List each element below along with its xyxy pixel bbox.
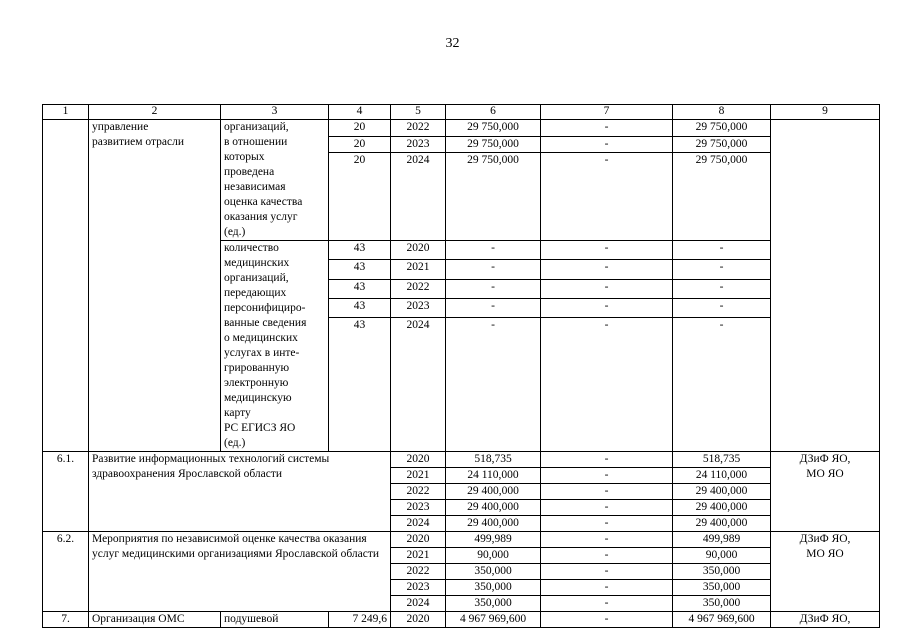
total-cell: 350,000: [446, 564, 541, 580]
indicator-value: 20: [329, 153, 391, 241]
total-cell: -: [446, 241, 541, 260]
executor-cell: [771, 120, 880, 452]
federal-cell: -: [541, 484, 673, 500]
column-header: 1: [43, 105, 89, 120]
year-cell: 2020: [391, 452, 446, 468]
total-cell: 29 750,000: [446, 120, 541, 137]
regional-cell: 29 750,000: [673, 136, 771, 153]
total-cell: 499,989: [446, 532, 541, 548]
section-number: 6.1.: [43, 452, 89, 532]
total-cell: 29 400,000: [446, 484, 541, 500]
federal-cell: -: [541, 241, 673, 260]
regional-cell: 29 750,000: [673, 153, 771, 241]
table-row: [43, 120, 880, 137]
indicator-value: 43: [329, 318, 391, 452]
federal-cell: -: [541, 516, 673, 532]
year-cell: 2022: [391, 120, 446, 137]
regional-cell: 499,989: [673, 532, 771, 548]
section-title: Развитие информационных технологий системы здравоохранения Ярославской области: [89, 452, 391, 532]
year-cell: 2024: [391, 318, 446, 452]
page-number: 32: [445, 36, 460, 51]
table-header-row: [43, 105, 880, 120]
regional-cell: 350,000: [673, 580, 771, 596]
federal-cell: -: [541, 298, 673, 317]
federal-cell: -: [541, 279, 673, 298]
federal-cell: -: [541, 452, 673, 468]
regional-cell: -: [673, 318, 771, 452]
total-cell: 29 750,000: [446, 136, 541, 153]
total-cell: 350,000: [446, 596, 541, 612]
column-header: 5: [391, 105, 446, 120]
indicator-value: 43: [329, 260, 391, 279]
section-number: 7.: [43, 612, 89, 628]
regional-cell: 29 400,000: [673, 500, 771, 516]
federal-cell: -: [541, 260, 673, 279]
regional-cell: 350,000: [673, 596, 771, 612]
federal-cell: -: [541, 548, 673, 564]
year-cell: 2023: [391, 136, 446, 153]
column-header: 7: [541, 105, 673, 120]
column-header: 8: [673, 105, 771, 120]
regional-cell: 24 110,000: [673, 468, 771, 484]
federal-cell: -: [541, 612, 673, 628]
regional-cell: 29 750,000: [673, 120, 771, 137]
year-cell: 2020: [391, 612, 446, 628]
indicator-value: 43: [329, 279, 391, 298]
total-cell: 4 967 969,600: [446, 612, 541, 628]
federal-cell: -: [541, 120, 673, 137]
year-cell: 2021: [391, 548, 446, 564]
regional-cell: 350,000: [673, 564, 771, 580]
column-header: 4: [329, 105, 391, 120]
table-row: [43, 452, 880, 468]
regional-cell: 29 400,000: [673, 516, 771, 532]
total-cell: 29 400,000: [446, 500, 541, 516]
federal-cell: -: [541, 136, 673, 153]
total-cell: 29 400,000: [446, 516, 541, 532]
total-cell: 29 750,000: [446, 153, 541, 241]
column-header: 6: [446, 105, 541, 120]
total-cell: 350,000: [446, 580, 541, 596]
budget-table: [42, 104, 880, 628]
total-cell: -: [446, 318, 541, 452]
executor-cell: ДЗиФ ЯО, МО ЯО: [771, 532, 880, 612]
indicator-name: подушевой: [221, 612, 329, 628]
indicator-value: 43: [329, 298, 391, 317]
column-header: 3: [221, 105, 329, 120]
year-cell: 2022: [391, 564, 446, 580]
federal-cell: -: [541, 580, 673, 596]
federal-cell: -: [541, 532, 673, 548]
year-cell: 2021: [391, 468, 446, 484]
executor-cell: ДЗиФ ЯО,: [771, 612, 880, 628]
column-header: 9: [771, 105, 880, 120]
executor-cell: ДЗиФ ЯО, МО ЯО: [771, 452, 880, 532]
year-cell: 2024: [391, 596, 446, 612]
year-cell: 2022: [391, 484, 446, 500]
row-number-cell: [43, 120, 89, 452]
table-row: [43, 612, 880, 628]
indicator-name: организаций, в отношении которых проведена независимая оценка качества оказания услуг (ед.): [221, 120, 329, 241]
indicator-value: 20: [329, 136, 391, 153]
column-header: 2: [89, 105, 221, 120]
total-cell: -: [446, 260, 541, 279]
regional-cell: -: [673, 279, 771, 298]
year-cell: 2023: [391, 500, 446, 516]
federal-cell: -: [541, 596, 673, 612]
regional-cell: 518,735: [673, 452, 771, 468]
section-title: Мероприятия по независимой оценке качества оказания услуг медицинскими организациями Ярославской области: [89, 532, 391, 612]
table-row: [43, 532, 880, 548]
federal-cell: -: [541, 564, 673, 580]
year-cell: 2020: [391, 532, 446, 548]
federal-cell: -: [541, 500, 673, 516]
section-number: 6.2.: [43, 532, 89, 612]
federal-cell: -: [541, 153, 673, 241]
total-cell: -: [446, 279, 541, 298]
regional-cell: -: [673, 298, 771, 317]
year-cell: 2024: [391, 516, 446, 532]
regional-cell: 4 967 969,600: [673, 612, 771, 628]
regional-cell: -: [673, 260, 771, 279]
total-cell: 24 110,000: [446, 468, 541, 484]
year-cell: 2024: [391, 153, 446, 241]
year-cell: 2023: [391, 580, 446, 596]
indicator-value: 7 249,6: [329, 612, 391, 628]
total-cell: 518,735: [446, 452, 541, 468]
indicator-name: количество медицинских организаций, передающих персонифициро- ванные сведения о медицинских услугах в инте- грированную электронную медицинскую карту РС ЕГИСЗ ЯО (ед.): [221, 241, 329, 452]
regional-cell: 29 400,000: [673, 484, 771, 500]
responsible-cell: управление развитием отрасли: [89, 120, 221, 452]
federal-cell: -: [541, 318, 673, 452]
year-cell: 2023: [391, 298, 446, 317]
regional-cell: 90,000: [673, 548, 771, 564]
regional-cell: -: [673, 241, 771, 260]
indicator-value: 43: [329, 241, 391, 260]
year-cell: 2022: [391, 279, 446, 298]
year-cell: 2021: [391, 260, 446, 279]
total-cell: -: [446, 298, 541, 317]
federal-cell: -: [541, 468, 673, 484]
year-cell: 2020: [391, 241, 446, 260]
indicator-value: 20: [329, 120, 391, 137]
total-cell: 90,000: [446, 548, 541, 564]
section-title: Организация ОМС: [89, 612, 221, 628]
